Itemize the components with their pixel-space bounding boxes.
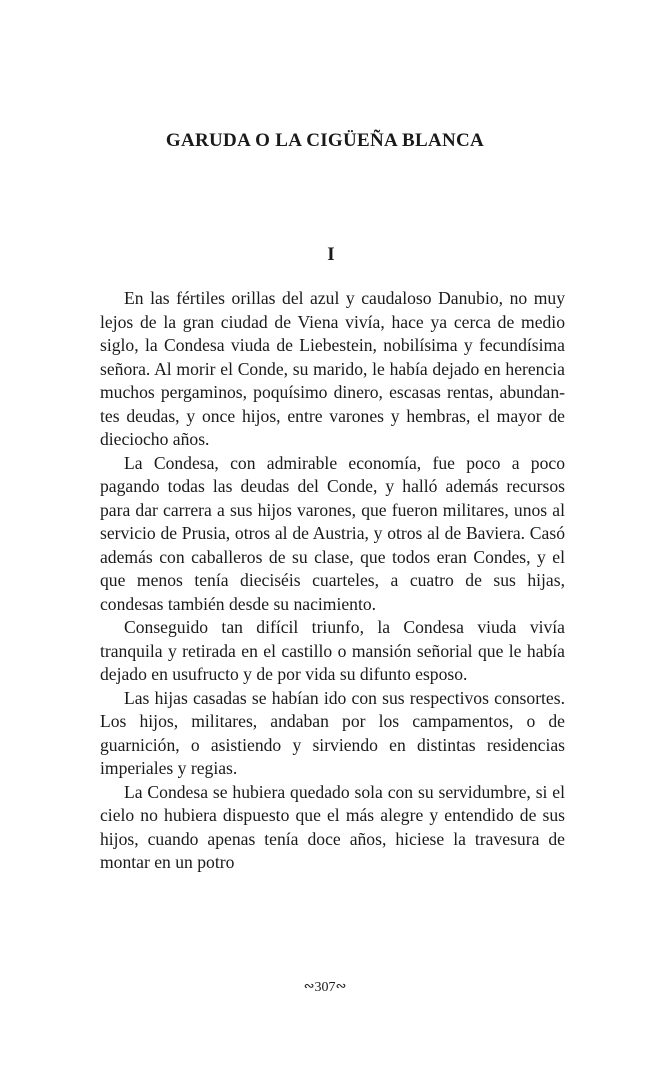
body-text [100,287,565,875]
paragraph: Conseguido tan difícil triunfo, la Condesa viuda vivía tranquila y retirada en el castillo o mansión señorial que le había dejado en usufructo y de por vida su difunto esposo. [100,617,565,684]
paragraph: La Condesa, con admirable economía, fue poco a poco pagando todas las deudas del Conde, y halló además recursos para dar carrera a sus hijos varones, que fueron militares, unos al servicio de Prusia, otros al de Austria, y otros al de Baviera. Casó además con caballeros de su clase, que todos eran Condes, y el que menos tenía dieciséis cuarteles, a cuatro de sus hijas, condesas también desde su nacimiento. [100,452,565,614]
page-footer [0,978,650,996]
paragraph: La Condesa se hubiera quedado sola con su servidumbre, si el cielo no hubiera dispuesto que el más alegre y entendido de sus hijos, cuando apenas tenía doce años, hiciese la travesura de montar en un potro [100,781,565,872]
chapter-number: I [327,244,335,265]
page-number: 307 [314,980,336,995]
paragraph: Las hijas casadas se habían ido con sus respectivos consortes. Los hijos, militares, andaban por los campamentos, o de guarnición, o asistiendo y sirviendo en distintas residencias imperiales y regias. [100,687,565,778]
paragraph: En las fértiles orillas del azul y caudaloso Danubio, no muy lejos de la gran ciudad de Viena vivía, hace ya cerca de medio siglo, la Condesa viuda de Liebestein, nobilísima y fecundísima señora. Al morir el Conde, su marido, le había dejado en herencia muchos pergaminos, poquísimo dinero, escasas rentas, abundantes deudas, y once hijos, entre varones y hembras, el mayor de dieciocho años. [100,288,565,449]
right-ornament-icon: ∾ [335,978,347,993]
left-ornament-icon: ∾ [303,978,315,993]
story-title: GARUDA O LA CIGÜEÑA BLANCA [165,130,485,151]
